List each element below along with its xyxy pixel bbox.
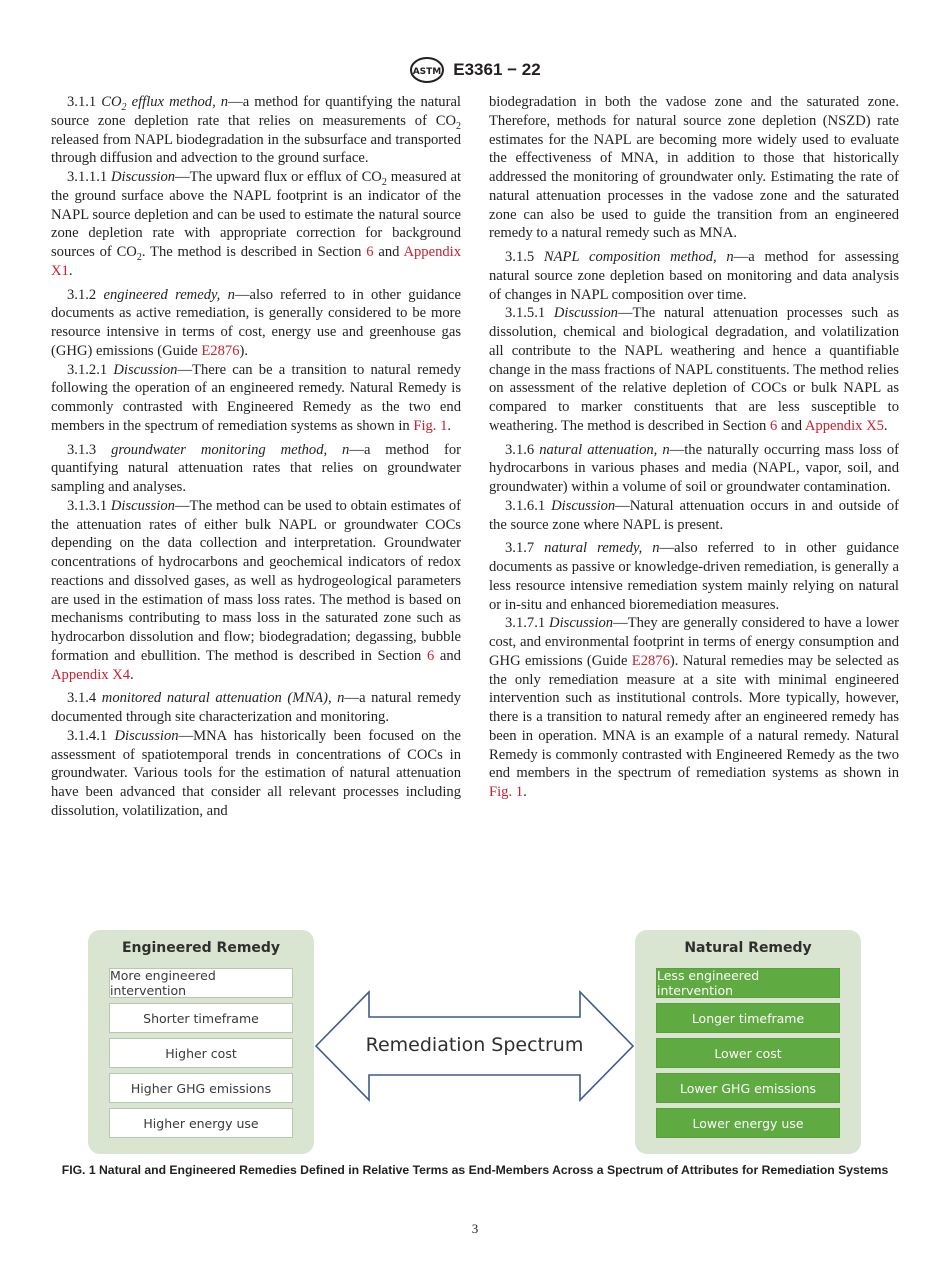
engineered-attribute: Higher energy use (109, 1108, 293, 1138)
cross-reference-link[interactable]: E2876 (201, 342, 240, 359)
paragraph (51, 286, 461, 361)
text-run: —MNA has historically been focused on the assessment of spatiotemporal trends in concentrations of COCs in groundwater. Various tools for the estimation of natural attenuation have been advanced that consider all relevant processes including dissolution, volatilization, and (51, 727, 462, 819)
text-run: ). (239, 342, 249, 359)
cross-reference-link[interactable]: Fig. 1 (413, 417, 448, 434)
paragraph (51, 441, 461, 497)
engineered-attribute: Higher cost (109, 1038, 293, 1068)
text-run: —They are generally considered to have a lower cost, and environmental footprint in terms of energy consumption and GHG emissions (Guide (489, 615, 899, 669)
natural-attribute: Lower cost (656, 1038, 840, 1068)
text-run: 3.1.6.1 (505, 497, 552, 514)
natural-remedy-panel (635, 930, 861, 1154)
remediation-spectrum-label: Remediation Spectrum (365, 1034, 584, 1056)
paragraph (51, 93, 461, 168)
cross-reference-link[interactable]: 6 (426, 647, 435, 664)
cross-reference-link[interactable]: Appendix X1 (51, 244, 462, 279)
italic-term: groundwater monitoring method, n (111, 441, 350, 458)
italic-term: Discussion (549, 615, 614, 632)
paragraph (51, 727, 461, 821)
italic-term: monitored natural attenuation (MNA), n (101, 690, 345, 707)
text-run: 3.1.4 (67, 690, 102, 707)
text-run: 3.1.4.1 (67, 727, 115, 744)
text-run: 3.1.7 (505, 540, 545, 557)
page-header (0, 56, 950, 84)
text-run: 3.1.1 (67, 94, 102, 110)
text-run: . (68, 262, 73, 279)
cross-reference-link[interactable]: E2876 (631, 652, 670, 669)
text-run: —Natural attenuation occurs in and outside of the source zone where NAPL is present. (489, 497, 900, 533)
engineered-attribute: Shorter timeframe (109, 1003, 293, 1033)
italic-term: efflux method, n (126, 94, 229, 110)
text-run: —a method for assessing natural source zone depletion based on monitoring and data analysis of changes in NAPL composition over time. (489, 249, 899, 303)
text-run: —also referred to in other guidance documents as passive or knowledge-driven remediation, is generally a less resource intensive remediation system mainly relying on natural or in-situ and enhanced bioremediation measures. (489, 540, 899, 613)
right-text-column (489, 93, 899, 802)
figure-1 (88, 930, 862, 1156)
text-run: . (447, 417, 452, 434)
paragraph (489, 248, 899, 304)
cross-reference-link[interactable]: Fig. 1 (489, 784, 524, 800)
text-run: —a method for quantifying the natural source zone depletion rate that relies on measurements of CO (51, 94, 461, 129)
engineered-attribute: More engineered intervention (109, 968, 293, 998)
text-run: —The natural attenuation processes such as dissolution, chemical and biological degradation, and volatilization all contribute to the NAPL weathering and hence a quantifiable change in the mass fractions of NAPL constituents. The method relies on assessment of the relative depletion of COCs or bulk NAPL as compared to marker constituents that are less susceptible to weathering. The method is described in Section (489, 305, 899, 434)
italic-term: Discussion (110, 169, 176, 185)
paragraph (489, 304, 899, 435)
subscript: 2 (136, 251, 142, 263)
paragraph (51, 168, 461, 281)
natural-attribute: Lower energy use (656, 1108, 840, 1138)
text-run: . (130, 666, 134, 683)
text-run: . (883, 417, 888, 434)
text-run: . (523, 784, 527, 800)
text-run: and (434, 647, 461, 664)
engineered-remedy-title: Engineered Remedy (121, 940, 281, 956)
italic-term: natural attenuation, n (539, 441, 670, 458)
text-run: measured at the ground surface above the NAPL footprint is an indicator of the NAPL source depletion and can be used to estimate the natural source zone depletion rate with appropriate correction for background sources of CO (51, 169, 462, 260)
cross-reference-link[interactable]: 6 (770, 417, 778, 434)
left-text-column (51, 93, 461, 821)
text-run: —also referred to in other guidance documents as active remediation, is generally considered to be more resource intensive in terms of cost, energy use and greenhouse gas (GHG) emissions (Guide (51, 286, 461, 359)
natural-attribute: Lower GHG emissions (656, 1073, 840, 1103)
text-run: 3.1.5 (505, 249, 544, 265)
paragraph (51, 689, 461, 727)
paragraph (489, 614, 899, 802)
natural-attribute: Less engineered intervention (656, 968, 840, 998)
text-run: 3.1.7.1 (505, 615, 550, 632)
subscript: 2 (381, 176, 387, 188)
italic-term: NAPL composition method, n (543, 249, 734, 265)
italic-term: engineered remedy, n (103, 286, 235, 303)
logo-lettering: ASTM (412, 67, 442, 77)
text-run: —There can be a transition to natural remedy following the operation of an engineered remedy. Natural Remedy is commonly contrasted with Engineered Remedy as the two end members in the spectrum of remediation systems as shown in (51, 361, 461, 434)
paragraph (489, 441, 899, 497)
text-run: —a natural remedy documented through site characterization and monitoring. (51, 690, 461, 725)
text-run: ). Natural remedies may be selected as the only remediation measure at a site with minimal engineered intervention such as institutional controls. More typically, however, there is a transition to natural remedy after an engineered remedy has been in operation. MNA is an example of a natural remedy. Natural Remedy is commonly contrasted with Engineered Remedy as the two end members in the spectrum of remediation systems as shown in (489, 652, 899, 782)
text-run: —The method can be used to obtain estimates of the attenuation rates of either bulk NAPL or groundwater COCs depending on the data collection and interpretation. Groundwater concentrations of hydrocarbons and geochemical indicators of redox reactions and dissolved gases, as well as hydrogeological parameters are used in the estimation of mass loss rates. The method is based on mechanisms contributing to mass loss in the saturated zone such as hydrocarbon dissolution and flow; biodegradation; degassing, bubble formation and ebullition. The method is described in Section (51, 497, 461, 664)
paragraph (51, 361, 461, 436)
paragraph (489, 93, 899, 243)
natural-attribute: Longer timeframe (656, 1003, 840, 1033)
natural-remedy-title: Natural Remedy (684, 940, 812, 956)
italic-term: Discussion (551, 497, 616, 514)
engineered-attribute: Higher GHG emissions (109, 1073, 293, 1103)
figure-caption: FIG. 1 Natural and Engineered Remedies Defined in Relative Terms as End-Members Across a Spectrum of Attributes for Remediation Systems (61, 1163, 889, 1177)
page-number: 3 (471, 1221, 479, 1236)
paragraph (51, 497, 461, 685)
text-run: 3.1.2.1 (67, 361, 114, 378)
text-run: and (777, 417, 805, 434)
italic-term: Discussion (113, 361, 178, 378)
italic-term: Discussion (110, 497, 175, 514)
text-run: 3.1.2 (67, 286, 104, 303)
text-run: 3.1.3 (67, 441, 112, 458)
document-designation: E3361 − 22 (453, 60, 541, 79)
text-run: —The upward flux or efflux of CO (175, 169, 382, 185)
text-run: —a method for quantifying natural attenuation rates that relies on groundwater sampling and analyses. (51, 441, 461, 495)
text-run: and (373, 244, 404, 260)
text-run: —the naturally occurring mass loss of hydrocarbons in various phases and media (NAPL, vapor, soil, and groundwater) within a volume of soil or groundwater contamination. (489, 441, 899, 495)
text-run: 3.1.1.1 (67, 169, 111, 185)
cross-reference-link[interactable]: 6 (366, 244, 374, 260)
text-run: 3.1.3.1 (67, 497, 111, 514)
italic-term: Discussion (114, 727, 179, 744)
italic-term: Discussion (553, 305, 618, 322)
paragraph (489, 539, 899, 614)
paragraph (489, 497, 899, 535)
subscript: 2 (121, 101, 127, 113)
cross-reference-link[interactable]: Appendix X5 (804, 417, 884, 434)
subscript: 2 (456, 120, 461, 132)
text-run: released from NAPL biodegradation in the subsurface and transported through diffusion and advection to the ground surface. (51, 131, 461, 167)
engineered-remedy-panel (88, 930, 314, 1154)
cross-reference-link[interactable]: Appendix X4 (51, 666, 131, 683)
text-run: 3.1.5.1 (505, 305, 554, 322)
astm-logo (409, 56, 445, 84)
italic-term: CO (101, 94, 122, 110)
text-run: . The method is described in Section (141, 244, 367, 260)
text-run: biodegradation in both the vadose zone and the saturated zone. Therefore, methods for natural source zone depletion (NSZD) rate estimates for the NAPL are becoming more widely used to evaluate the effectiveness of MNA, in addition to those that historically addressed the monitoring of groundwater only. Estimating the rate of natural attenuation processes in the vadose zone and the saturated zone can also be used to guide the transition from an engineered remedy to a natural remedy such as MNA. (489, 94, 899, 242)
italic-term: natural remedy, n (544, 540, 660, 557)
text-run: 3.1.6 (505, 441, 540, 458)
